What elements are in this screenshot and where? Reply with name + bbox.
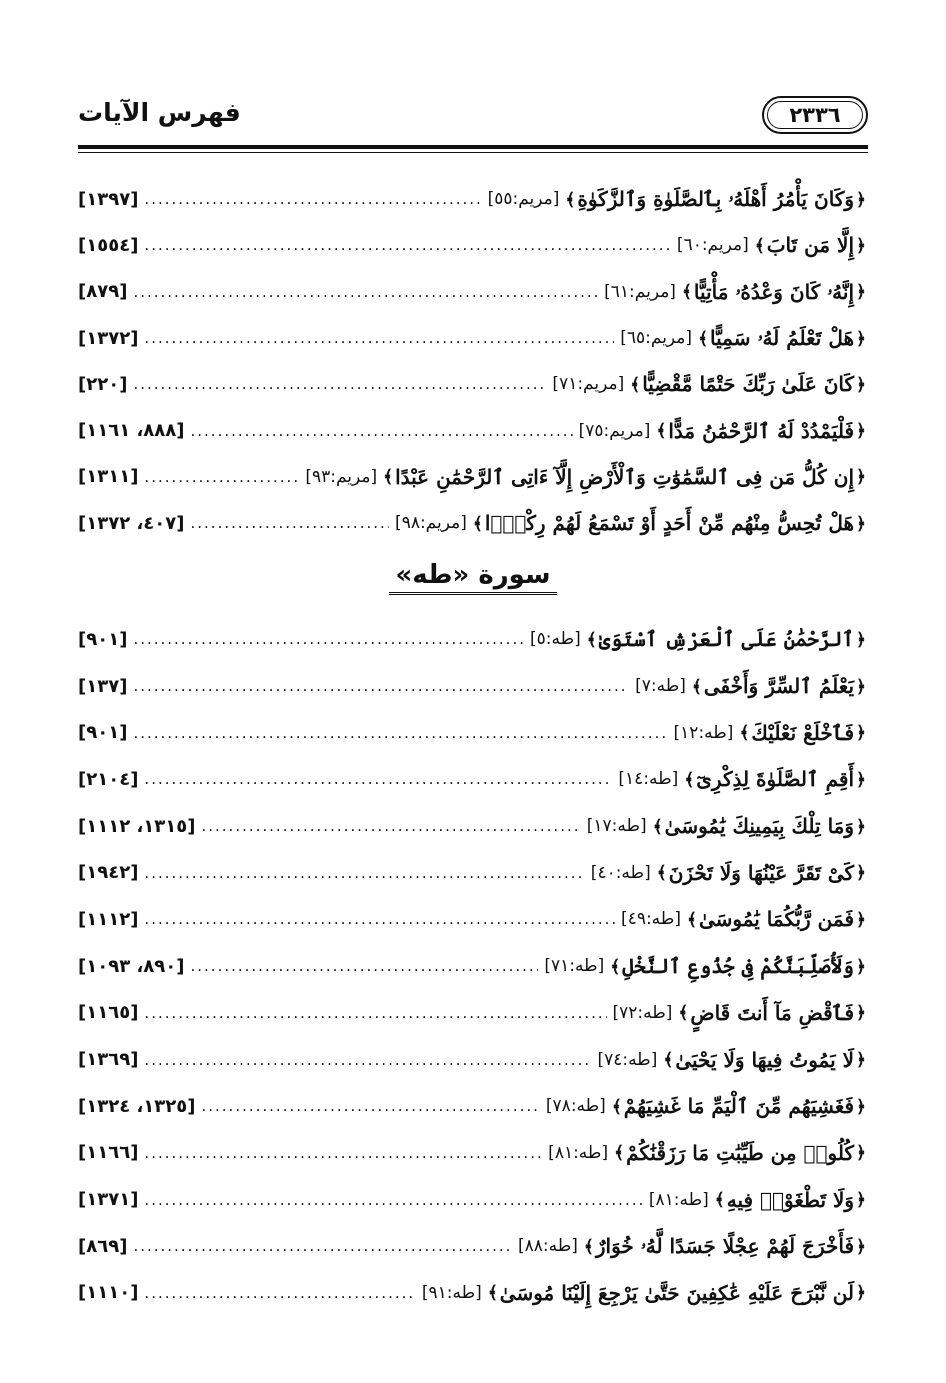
verse-text: هَلْ تُحِسُّ مِنْهُم مِّنْ أَحَدٍ أَوْ تَسْمَعُ لَهُمْ رِكْزًۢا [484,511,855,536]
open-brace: ﴿ [856,816,866,837]
page-refs: [١٣٧١] [78,1189,139,1211]
close-brace: ﴾ [487,1283,498,1304]
page-number: ٢٣٣٦ [789,103,841,127]
dot-leader [144,329,614,347]
verse-text: وَكَانَ يَأْمُرُ أَهْلَهُۥ بِٱلصَّلَوٰةِ وَٱلزَّكَوٰةِ [577,187,855,212]
page-refs: [١٣٢٥، ١٣٢٤] [78,1095,196,1117]
open-brace: ﴿ [856,1143,866,1164]
dot-leader [133,1237,512,1255]
close-brace: ﴾ [611,1096,622,1117]
page-refs: [١٣٧] [78,675,128,697]
close-brace: ﴾ [714,1190,725,1211]
surah-heading [0,560,946,595]
verse-text: فَأَخْرَجَ لَهُمْ عِجْلًا جَسَدًا لَّهُۥ خُوَارٌ [595,1234,855,1259]
verse-reference: [طه:٥] [530,629,581,650]
page-refs: [٨٦٩] [78,1235,128,1257]
open-brace: ﴿ [856,676,866,697]
close-brace: ﴾ [663,1050,674,1071]
dot-leader [133,375,546,393]
verse-list-maryam [78,176,868,546]
dot-leader [144,1144,542,1162]
verse-entry [78,1036,868,1083]
verse-text: إِلَّا مَن تَابَ [766,233,855,258]
page-refs: [١١١٠] [78,1282,139,1304]
page-refs: [٢١٠٤] [78,768,139,790]
close-brace: ﴾ [656,421,667,442]
verse-entry [78,361,868,407]
verse-reference: [طه:١٤] [618,769,679,790]
verse-text: فَمَن رَّبُّكُمَا يَٰمُوسَىٰ [698,907,855,932]
verse-reference: [طه:٧٤] [597,1049,658,1070]
verse-text: فَٱخْلَعْ نَعْلَيْكَ [751,720,855,745]
close-brace: ﴾ [472,513,483,534]
close-brace: ﴾ [656,863,667,884]
dot-leader [133,724,667,742]
dot-leader [144,236,671,254]
verse-text: كَانَ عَلَىٰ رَبِّكَ حَتْمًا مَّقْضِيًّا [642,372,855,397]
page-header [78,92,868,140]
open-brace: ﴿ [856,467,866,488]
verse-entry [78,663,868,710]
verse-reference: [طه:٨٨] [517,1236,578,1257]
close-brace: ﴾ [586,629,597,650]
verse-text: فَٱقْضِ مَآ أَنتَ قَاضٍ [690,1000,855,1025]
verse-text: هَلْ تَعْلَمُ لَهُۥ سَمِيًّا [710,326,855,351]
verse-entry [78,709,868,756]
verse-reference: [طه:٧٢] [612,1002,673,1023]
header-divider-thin [78,152,868,153]
close-brace: ﴾ [565,189,576,210]
close-brace: ﴾ [691,676,702,697]
header-divider [78,145,868,149]
verse-text: أَقِمِ ٱلصَّلَوٰةَ لِذِكْرِىٓ [696,767,855,792]
open-brace: ﴿ [856,513,866,534]
verse-reference: [مريم:٩٣] [305,466,378,487]
close-brace: ﴾ [678,1003,689,1024]
open-brace: ﴿ [856,1283,866,1304]
verse-reference: [مريم:٧١] [552,374,625,395]
dot-leader [144,190,481,208]
close-brace: ﴾ [610,956,621,977]
verse-entry [78,990,868,1037]
verse-entry [78,407,868,453]
close-brace: ﴾ [739,723,750,744]
verse-text: لَن نَّبْرَحَ عَلَيْهِ عَٰكِفِينَ حَتَّىٰ يَرْجِعَ إِلَيْنَا مُوسَىٰ [499,1280,855,1305]
verse-text: ٱلرَّحْمَٰنُ عَلَى ٱلْعَرْشِ ٱسْتَوَىٰ [598,627,855,652]
open-brace: ﴿ [856,769,866,790]
verse-reference: [مريم:٦١] [604,281,676,302]
page-refs: [٢٢٠] [78,373,128,395]
close-brace: ﴾ [686,909,697,930]
open-brace: ﴿ [856,1096,866,1117]
dot-leader [201,817,580,835]
verse-reference: [طه:١٢] [673,722,734,743]
open-brace: ﴿ [856,629,866,650]
verse-entry [78,269,868,315]
close-brace: ﴾ [652,816,663,837]
page-title: فهرس الآيات [78,98,241,127]
page-refs: [١٣١٥، ١١١٢] [78,815,196,837]
verse-entry [78,222,868,268]
open-brace: ﴿ [856,909,866,930]
dot-leader [191,957,539,975]
verse-entry [78,943,868,990]
verse-reference: [مريم:٩٨] [395,513,467,534]
close-brace: ﴾ [583,1236,594,1257]
page-refs: [١٣١١] [78,466,139,488]
dot-leader [144,1284,415,1302]
close-brace: ﴾ [614,1143,625,1164]
verse-text: وَمَا تِلْكَ بِيَمِينِكَ يَٰمُوسَىٰ [664,814,855,839]
dot-leader [133,630,524,648]
open-brace: ﴿ [856,956,866,977]
verse-entry [78,849,868,896]
page-refs: [٩٠١] [78,628,128,650]
close-brace: ﴾ [698,328,709,349]
verse-text: يَعْلَمُ ٱلسِّرَّ وَأَخْفَى [703,674,855,699]
close-brace: ﴾ [684,769,695,790]
page-refs: [٨٨٨، ١١٦١] [78,420,185,442]
verse-entry [78,896,868,943]
verse-text: وَلَا تَطْغَوْا۟ فِيهِ [726,1187,855,1212]
surah-title: سورة «طه» [389,560,556,595]
page-refs: [٤٠٧، ١٣٧٢] [78,512,185,534]
page-refs: [١١١٢] [78,908,139,930]
open-brace: ﴿ [856,282,866,303]
verse-text: فَلْيَمْدُدْ لَهُ ٱلرَّحْمَٰنُ مَدًّا [668,418,855,443]
verse-reference: [مريم:٥٥] [487,189,560,210]
page-number-badge [762,96,868,134]
open-brace: ﴿ [856,1050,866,1071]
open-brace: ﴿ [856,863,866,884]
verse-text: لَا يَمُوتُ فِيهَا وَلَا يَحْيَىٰ [675,1047,855,1072]
page-refs: [١٣٩٧] [78,188,139,210]
verse-entry [78,616,868,663]
verse-text: كَىْ تَقَرَّ عَيْنُهَا وَلَا تَحْزَنَ [668,860,855,885]
verse-reference: [طه:١٧] [586,816,647,837]
verse-entry [78,1176,868,1223]
page-refs: [٩٠١] [78,722,128,744]
verse-text: كُلُوا۟ مِن طَيِّبَٰتِ مَا رَزَقْنَٰكُمْ [626,1140,855,1165]
open-brace: ﴿ [856,1003,866,1024]
verse-entry [78,176,868,222]
verse-entry [78,454,868,500]
verse-entry [78,803,868,850]
verse-entry [78,1270,868,1317]
open-brace: ﴿ [856,235,866,256]
dot-leader [144,468,299,486]
page-refs: [١١٦٦] [78,1142,139,1164]
close-brace: ﴾ [383,467,394,488]
verse-text: فَغَشِيَهُم مِّنَ ٱلْيَمِّ مَا غَشِيَهُمْ [623,1094,855,1119]
page-refs: [١١٦٥] [78,1002,139,1024]
page-refs: [٨٧٩] [78,281,128,303]
verse-reference: [طه:٤٠] [590,862,651,883]
open-brace: ﴿ [856,1236,866,1257]
verse-reference: [مريم:٦٥] [620,328,693,349]
verse-reference: [طه:٧٨] [545,1096,606,1117]
dot-leader [144,770,612,788]
page-refs: [١٩٤٢] [78,862,139,884]
dot-leader [144,864,584,882]
page-refs: [١٣٦٩] [78,1049,139,1071]
dot-leader [144,910,615,928]
page-refs: [١٣٧٢] [78,327,139,349]
dot-leader [144,1004,606,1022]
verse-entry [78,1083,868,1130]
verse-reference: [طه:٤٩] [621,909,681,930]
verse-list-taha [78,616,868,1316]
verse-reference: [مريم:٧٥] [578,420,651,441]
verse-reference: [طه:٧] [635,676,686,697]
close-brace: ﴾ [681,282,692,303]
dot-leader [133,677,629,695]
close-brace: ﴾ [630,374,641,395]
verse-entry [78,1130,868,1177]
verse-reference: [طه:٨١] [648,1189,709,1210]
open-brace: ﴿ [856,189,866,210]
dot-leader [133,283,598,301]
verse-reference: [مريم:٦٠] [676,235,749,256]
verse-reference: [طه:٧١] [544,956,605,977]
verse-entry [78,500,868,546]
page-refs: [٨٩٠، ١٠٩٣] [78,955,185,977]
close-brace: ﴾ [754,235,765,256]
verse-text: إِن كُلُّ مَن فِى ٱلسَّمَٰوَٰتِ وَٱلْأَرْضِ إِلَّآ ءَاتِى ٱلرَّحْمَٰنِ عَبْدًا [395,464,855,489]
open-brace: ﴿ [856,421,866,442]
open-brace: ﴿ [856,374,866,395]
verse-text: إِنَّهُۥ كَانَ وَعْدُهُۥ مَأْتِيًّا [693,279,855,304]
verse-reference: [طه:٨١] [548,1142,609,1163]
verse-text: وَلَأُصَلِّبَنَّكُمْ فِى جُذُوعِ ٱلنَّخْلِ [622,954,855,979]
dot-leader [144,1191,642,1209]
verse-reference: [طه:٩١] [421,1282,482,1303]
verse-entry [78,1223,868,1270]
verse-entry [78,756,868,803]
open-brace: ﴿ [856,328,866,349]
page-refs: [١٥٥٤] [78,234,139,256]
dot-leader [144,1051,591,1069]
dot-leader [191,514,390,532]
dot-leader [201,1097,539,1115]
open-brace: ﴿ [856,1190,866,1211]
open-brace: ﴿ [856,723,866,744]
verse-entry [78,315,868,361]
dot-leader [191,422,573,440]
